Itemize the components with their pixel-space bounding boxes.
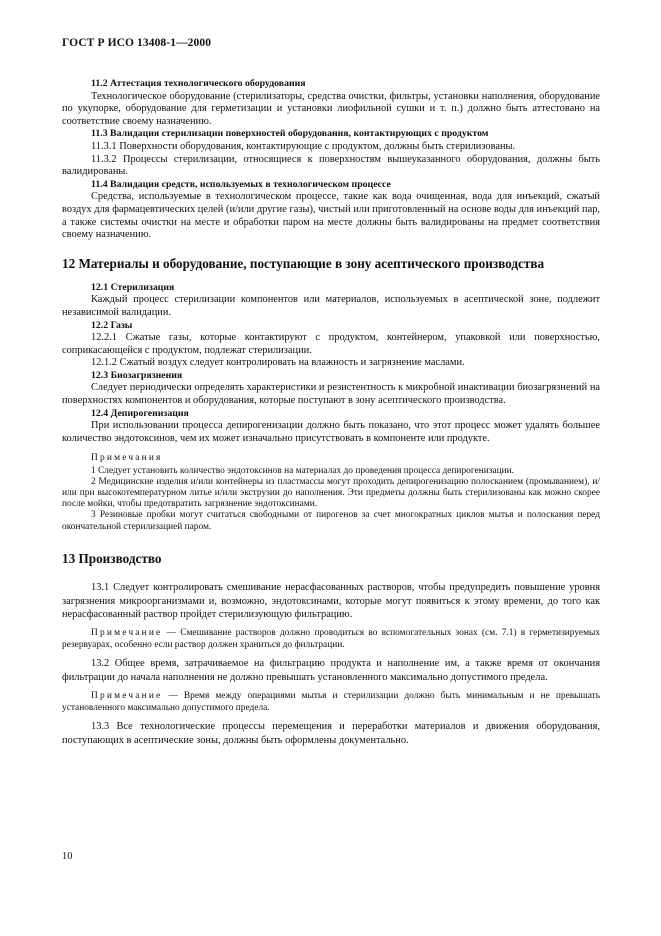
note-3: 3 Резиновые пробки могут считаться свободными от пирогенов за счет многократных циклов мытья и полоскания перед окончательной стерилизацией паром. xyxy=(62,510,600,532)
note-1: 1 Следует установить количество эндотоксинов на материалах до проведения процесса депирогенизации. xyxy=(91,465,514,476)
section-12-4-title: 12.4 Депирогенизация xyxy=(91,407,189,419)
section-13-heading: 13 Производство xyxy=(62,550,162,566)
section-11-2-text: Технологическое оборудование (стерилизаторы, средства очистки, фильтры, установки наполнения, оборудование по укупорке, оборудование для герметизации и установки лиофильной сушки и т. п.) должно быть аттестовано на соответствие своему назначению. xyxy=(62,90,600,127)
section-12-3-title: 12.3 Биозагрязнения xyxy=(91,369,183,381)
note-13-2 xyxy=(62,691,600,714)
section-11-3-2-text: 11.3.2 Процессы стерилизации, относящиеся к поверхностям вышеуказанного оборудования, должны быть валидированы. xyxy=(62,153,600,178)
note-2: 2 Медицинские изделия и/или контейнеры из пластмассы могут проходить депирогенизацию полосканием (промыванием), и/или при высокотемпературном литье и/или экструзии до наполнения. Эти предметы должны быть стерилизованы как можно скорее после мойки, чтобы предотвратить загрязнение эндотоксинами. xyxy=(62,476,600,510)
section-11-2-title: 11.2 Аттестация технологического оборудования xyxy=(91,78,306,89)
note-label: Примечание xyxy=(91,691,163,702)
section-13-1-text: 13.1 Следует контролировать смешивание нерасфасованных растворов, чтобы предупредить повышение уровня загрязнения микроорганизмами и, возможно, эндотоксинами, которые могут появиться к этому времени, до того как нерасфасованный раствор пройдет стерилизующую фильтрацию. xyxy=(62,581,600,621)
page-number: 10 xyxy=(62,851,73,862)
document-body xyxy=(62,78,600,748)
section-12-3-text: Следует периодически определять характеристики и резистентность к микробной инактивации биозагрязнений на поверхностях компонентов и оборудования, которые поступают в зону асептического производства. xyxy=(62,382,600,407)
note-label: Примечание xyxy=(91,628,163,639)
section-11-3-title: 11.3 Валидация стерилизации поверхностей оборудования, контактирующих с продуктом xyxy=(91,128,489,140)
section-12-2-title: 12.2 Газы xyxy=(91,319,133,331)
section-13-2-text: 13.2 Общее время, затрачиваемое на фильтрацию продукта и наполнение им, а также время от окончания фильтрации до начала наполнения не должно превышать установленного максимально допустимого предела. xyxy=(62,658,600,684)
section-11-4-title: 11.4 Валидация средств, используемых в технологическом процессе xyxy=(91,178,391,190)
section-11-4-text: Средства, используемые в технологическом процессе, такие как вода очищенная, вода для инъекций, сжатый воздух для фармацевтических целей (и/или другие газы), чистый или приготовленный на основе воды для инъекций пар, а также системы очистки на месте и обработки паром на месте должны быть валидированы на предмет соответствия своему назначению. xyxy=(62,191,600,241)
notes-title: Примечания xyxy=(91,453,163,464)
section-12-2-1-text: 12.2.1 Сжатые газы, которые контактируют с продуктом, контейнером, упаковкой или поверхностью, соприкасающейся с продуктом, подлежат стерилизации. xyxy=(62,332,600,356)
section-12-4-text: При использовании процесса депирогенизации должно быть показано, что этот процесс может удалять большее количество эндотоксинов, чем их может изначально присутствовать в компоненте или продукте. xyxy=(62,420,600,444)
section-12-heading: 12 Материалы и оборудование, поступающие в зону асептического производства xyxy=(62,255,545,271)
section-11-3-1-text: 11.3.1 Поверхности оборудования, контактирующие с продуктом, должны быть стерилизованы. xyxy=(91,140,516,152)
note-13-1 xyxy=(62,628,600,651)
section-12-1-title: 12.1 Стерилизация xyxy=(91,281,175,293)
section-12-notes xyxy=(62,453,600,532)
section-13-3-text: 13.3 Все технологические процессы перемещения и переработки материалов и движения оборудования, поступающих в асептические зоны, должны быть оформлены документально. xyxy=(62,721,600,747)
note-13-1-text: — Смешивание растворов должно проводиться во вспомогательных зонах (см. 7.1) в герметизируемых резервуарах, особенно если раствор должен храниться до фильтрации. xyxy=(62,628,601,650)
section-12-1-text: Каждый процесс стерилизации компонентов или материалов, используемых в асептической зоне, подлежит независимой валидации. xyxy=(62,294,600,318)
section-12-2-2-text: 12.1.2 Сжатый воздух следует контролировать на влажность и загрязнение маслами. xyxy=(91,357,465,369)
note-13-2-text: — Время между операциями мытья и стерилизации должно быть минимальным и не превышать установленного максимально допустимого предела. xyxy=(62,691,600,713)
document-header: ГОСТ Р ИСО 13408-1—2000 xyxy=(62,37,212,49)
